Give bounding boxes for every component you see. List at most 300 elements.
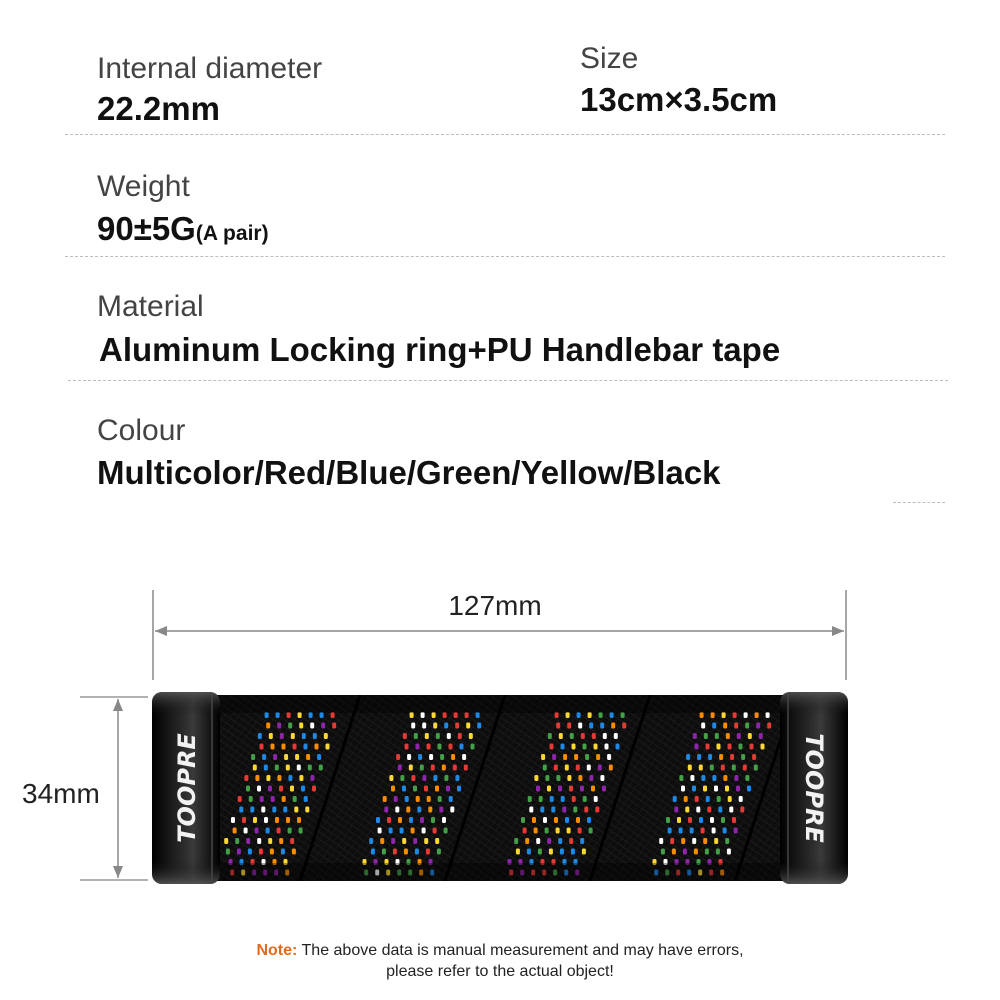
tape-dot [444,828,448,834]
tape-dot [268,786,272,792]
tape-dot [727,849,731,855]
tape-dot [721,817,725,823]
tape-dot [548,733,552,739]
tape-dot [728,796,732,802]
right-ring-brand: TOOPRE [800,733,828,843]
tape-dot [272,807,276,813]
measurement-note [0,940,1000,982]
tape-dot [398,765,402,771]
note-line-1: The above data is manual measurement and may have errors, [297,942,744,959]
tape-dot [286,765,290,771]
tape-dot [754,765,758,771]
tape-dot [554,765,558,771]
tape-dot [576,817,580,823]
height-arrow-top [113,699,123,711]
tape-dot [262,754,266,760]
tape-dot [280,733,284,739]
tape-dot [582,849,586,855]
colour-value: Multicolor/Red/Blue/Green/Yellow/Black [97,454,721,491]
tape-dot [301,786,305,792]
tape-dot [561,796,565,802]
tape-dot [674,807,678,813]
tape-dot [284,754,288,760]
tape-dot [556,775,560,781]
tape-dot [693,733,697,739]
tape-dot [723,723,727,729]
tape-dot [556,828,560,834]
tape-dot [477,723,481,729]
tape-dot [471,744,475,750]
tape-dot [428,807,432,813]
tape-dot [536,786,540,792]
tape-dot [246,786,250,792]
tape-dot [707,807,711,813]
tape-dot [433,828,437,834]
tape-dot [712,828,716,834]
tape-dot [275,765,279,771]
tape-dot [237,849,241,855]
tape-dot [595,807,599,813]
tape-dot [371,849,375,855]
tape-dot [611,723,615,729]
tape-dot [261,807,265,813]
tape-dot [710,817,714,823]
tape-dot [266,775,270,781]
tape-dot [450,807,454,813]
tape-dot [277,828,281,834]
tape-dot [393,849,397,855]
tape-dot [699,817,703,823]
tape-dot [668,828,672,834]
tape-dot [690,775,694,781]
tape-dot [719,754,723,760]
tape-dot [457,786,461,792]
tape-dot [310,723,314,729]
tape-dot [438,744,442,750]
tape-dot [578,828,582,834]
tape-dot [395,807,399,813]
tape-dot [569,786,573,792]
tape-dot [277,775,281,781]
tape-dot [607,754,611,760]
tape-dot [427,744,431,750]
tape-dot [583,744,587,750]
tape-dot [550,796,554,802]
tape-dot [587,765,591,771]
tape-dot [541,754,545,760]
tape-dot [378,828,382,834]
tape-dot [260,744,264,750]
tape-dot [514,838,518,844]
tape-dot [748,733,752,739]
tape-dot [699,765,703,771]
tape-dot [391,838,395,844]
tape-dot [258,733,262,739]
tape-dot [396,754,400,760]
tape-dot [580,838,584,844]
colour-label: Colour [97,414,186,447]
tape-dot [679,828,683,834]
tape-dot [686,754,690,760]
tape-dot [424,838,428,844]
tape-dot [384,807,388,813]
tape-dot [292,849,296,855]
tape-dot [293,744,297,750]
tape-dot [439,807,443,813]
tape-dot [440,754,444,760]
size-label: Size [580,42,639,75]
tape-dot [453,765,457,771]
tape-dot [576,765,580,771]
tape-dot [540,807,544,813]
tape-dot [244,828,248,834]
internal-diameter-label: Internal diameter [97,52,323,85]
tape-dot [692,838,696,844]
tape-dot [561,744,565,750]
tape-dot [730,754,734,760]
tape-dot [692,786,696,792]
tape-dot [425,733,429,739]
tape-dot [269,733,273,739]
tape-dot [302,733,306,739]
tape-dot [666,817,670,823]
tape-dot [558,786,562,792]
tape-dot [238,796,242,802]
tape-dot [545,775,549,781]
tape-dot [380,838,384,844]
tape-dot [688,765,692,771]
tape-dot [458,733,462,739]
length-arrow-right [832,626,844,636]
tape-dot [552,754,556,760]
tape-dot [716,849,720,855]
tape-dot [726,733,730,739]
tape-dot [444,723,448,729]
tape-dot [382,849,386,855]
tape-dot [728,744,732,750]
tape-dot [304,796,308,802]
tape-dot [369,838,373,844]
tape-dot [685,807,689,813]
tape-dot [532,817,536,823]
tape-dot [747,786,751,792]
tape-dot [683,849,687,855]
tape-dot [560,849,564,855]
tape-dot [572,796,576,802]
length-label: 127mm [448,590,542,621]
tape-dot [277,723,281,729]
tape-dot [253,765,257,771]
tape-dot [571,849,575,855]
tape-dot [714,786,718,792]
tape-dot [581,733,585,739]
tape-dot [449,744,453,750]
tape-dot [603,733,607,739]
weight-label: Weight [97,170,190,203]
note-label: Note: [256,942,298,959]
tape-dot [435,786,439,792]
tape-dot [249,796,253,802]
weight-value-main: 90±5G [97,210,196,247]
tape-dot [295,754,299,760]
tape-dot [446,786,450,792]
tape-dot [578,775,582,781]
tape-dot [567,723,571,729]
tape-dot [306,754,310,760]
tape-dot [299,723,303,729]
tape-dot [723,828,727,834]
tape-dot [573,807,577,813]
tape-dot [677,817,681,823]
tape-dot [319,765,323,771]
tape-dot [233,828,237,834]
tape-dot [701,775,705,781]
tape-dot [525,838,529,844]
tape-dot [294,807,298,813]
tape-dot [752,754,756,760]
tape-dot [574,754,578,760]
tape-dot [681,838,685,844]
weight-value-suffix: (A pair) [195,222,269,245]
tape-dot [717,796,721,802]
tape-dot [420,765,424,771]
tape-dot [310,775,314,781]
tape-dot [609,765,613,771]
tape-dot [283,807,287,813]
tape-dot [729,807,733,813]
tape-dot [734,828,738,834]
tape-dot [521,817,525,823]
size-value: 13cm×3.5cm [580,81,778,118]
tape-dot [447,733,451,739]
tape-dot [259,849,263,855]
grip-tape [200,695,800,881]
tape-dot [697,754,701,760]
tape-dot [424,786,428,792]
tape-dot [600,723,604,729]
tape-dot [422,723,426,729]
tape-dot [438,796,442,802]
tape-dot [297,817,301,823]
tape-dot [400,775,404,781]
left-ring-brand: TOOPRE [173,733,201,843]
tape-dot [411,775,415,781]
tape-dot [282,744,286,750]
tape-dot [523,828,527,834]
tape-dot [433,775,437,781]
tape-dot [596,754,600,760]
tape-dot [268,838,272,844]
tape-dot [460,744,464,750]
tape-dot [701,828,705,834]
left-locking-ring [152,692,220,884]
tape-dot [255,828,259,834]
tape-dot [266,828,270,834]
tape-dot [569,838,573,844]
tape-dot [587,817,591,823]
tape-dot [282,796,286,802]
tape-dot [279,786,283,792]
tape-dot [695,796,699,802]
tape-dot [270,849,274,855]
tape-dot [712,723,716,729]
tape-dot [694,849,698,855]
tape-dot [559,733,563,739]
tape-dot [734,723,738,729]
tape-dot [659,838,663,844]
tape-dot [383,796,387,802]
tape-dot [549,849,553,855]
tape-dot [315,744,319,750]
tape-dot [288,723,292,729]
tape-dot [400,828,404,834]
tape-dot [433,723,437,729]
tape-dot [411,723,415,729]
tape-dot [308,765,312,771]
tape-dot [543,765,547,771]
tape-dot [417,807,421,813]
tape-dot [304,744,308,750]
tape-dot [242,817,246,823]
tape-dot [293,796,297,802]
tape-dot [405,796,409,802]
tape-dot [602,786,606,792]
tape-dot [679,775,683,781]
tape-dot [290,838,294,844]
tape-dot [436,733,440,739]
tape-dot [226,849,230,855]
tape-dot [580,786,584,792]
tape-dot [538,849,542,855]
tape-dot [409,765,413,771]
tape-dot [718,807,722,813]
tape-dot [407,754,411,760]
tape-dot [589,723,593,729]
tape-dot [389,828,393,834]
tape-dot [704,733,708,739]
tape-dot [255,775,259,781]
tape-dot [317,754,321,760]
tape-dot [594,744,598,750]
tape-dot [455,723,459,729]
tape-dot [406,807,410,813]
tape-dot [264,765,268,771]
tape-dot [416,796,420,802]
tape-dot [239,807,243,813]
tape-dot [545,828,549,834]
tape-dot [739,744,743,750]
tape-dot [712,775,716,781]
tape-dot [614,733,618,739]
tape-dot [464,765,468,771]
tape-dot [672,849,676,855]
tape-dot [224,838,228,844]
tape-dot [572,744,576,750]
tape-dot [622,723,626,729]
tape-dot [534,775,538,781]
tape-dot [516,849,520,855]
tape-dot [756,723,760,729]
tape-dot [312,786,316,792]
tape-dot [708,754,712,760]
tape-dot [288,828,292,834]
tape-dot [411,828,415,834]
tape-dot [570,733,574,739]
tape-dot [527,849,531,855]
tape-dot [281,849,285,855]
tape-dot [420,817,424,823]
tape-dot [413,838,417,844]
tape-dot [288,775,292,781]
tape-dot [543,817,547,823]
tape-dot [706,744,710,750]
tape-dot [690,828,694,834]
right-locking-ring [780,692,848,884]
tape-dot [565,817,569,823]
tape-dot [761,744,765,750]
tape-dot [562,807,566,813]
tape-dot [750,744,754,750]
tape-dot [257,786,261,792]
tape-dot [286,817,290,823]
tape-dot [591,786,595,792]
tape-dot [565,765,569,771]
tape-dot [415,849,419,855]
tape-dot [594,796,598,802]
tape-dot [402,838,406,844]
tape-dot [737,733,741,739]
tape-dot [584,807,588,813]
tape-dot [449,796,453,802]
tape-dot [403,733,407,739]
tape-dot [389,775,393,781]
tape-dot [264,817,268,823]
tape-dot [710,765,714,771]
length-arrow-left [155,626,167,636]
tape-dot [705,849,709,855]
tape-dot [429,754,433,760]
tape-dot [605,744,609,750]
tape-dot [583,796,587,802]
tape-dot [661,849,665,855]
tape-dot [435,838,439,844]
height-arrow-bottom [113,866,123,878]
tape-dot [696,807,700,813]
tape-dot [717,744,721,750]
tape-dot [416,744,420,750]
internal-diameter-value: 22.2mm [97,90,220,127]
tape-dot [402,786,406,792]
tape-dot [701,723,705,729]
tape-dot [271,744,275,750]
tape-dot [578,723,582,729]
tape-dot [266,723,270,729]
tape-dot [257,838,261,844]
tape-dot [431,817,435,823]
tape-dot [567,828,571,834]
tape-dot [290,786,294,792]
tape-dot [741,754,745,760]
tape-dot [732,765,736,771]
tape-dot [745,775,749,781]
tape-dot [563,754,567,760]
tape-dot [273,754,277,760]
material-label: Material [97,290,204,323]
tape-dot [299,775,303,781]
tape-dot [442,817,446,823]
tape-dot [297,765,301,771]
tape-dot [253,817,257,823]
